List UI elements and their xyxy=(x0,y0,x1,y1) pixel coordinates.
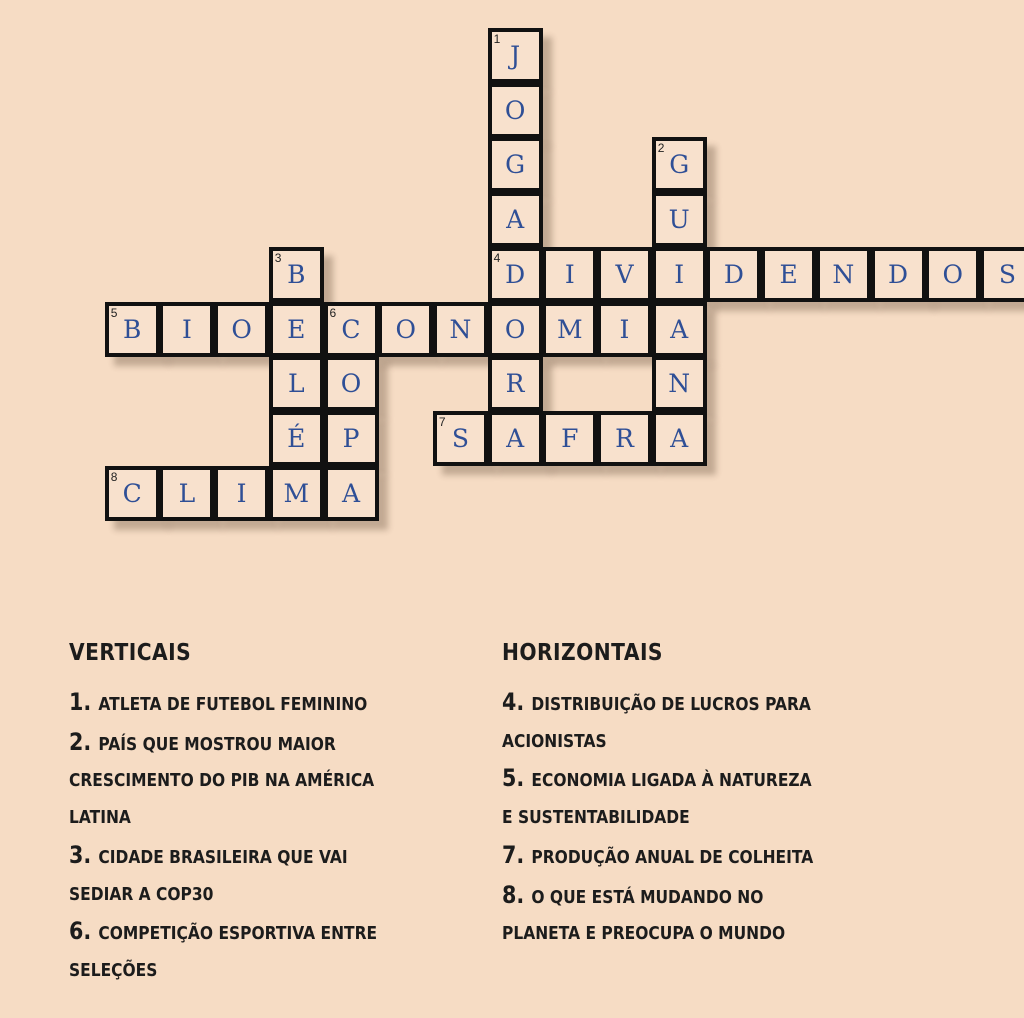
vertical-clue-text: PAÍS QUE MOSTROU MAIOR xyxy=(98,733,336,755)
horizontal-clue-text: DISTRIBUIÇÃO DE LUCROS PARA xyxy=(531,694,811,715)
cell-letter: D xyxy=(723,259,744,289)
cell-letter: B xyxy=(287,259,306,289)
clue-number: 8 xyxy=(110,469,118,484)
grid-cell[interactable] xyxy=(816,247,871,302)
grid-cell[interactable] xyxy=(488,137,543,192)
cell-letter: O xyxy=(395,314,416,344)
cell-letter: G xyxy=(505,150,526,180)
grid-cell[interactable] xyxy=(652,137,707,192)
grid-cell[interactable] xyxy=(159,466,214,521)
horizontal-clue-text: ACIONISTAS xyxy=(502,730,607,752)
grid-cell[interactable] xyxy=(488,247,543,302)
grid-cell[interactable] xyxy=(433,302,488,357)
grid-cell[interactable] xyxy=(324,466,379,521)
grid-cell[interactable] xyxy=(488,83,543,138)
grid-cell[interactable] xyxy=(433,411,488,466)
vertical-clue-line xyxy=(69,953,430,990)
horizontal-clue-line xyxy=(502,760,863,800)
grid-cell[interactable] xyxy=(488,28,543,83)
clues-horizontal xyxy=(502,640,922,953)
horizontal-clue-number: 4. xyxy=(502,688,532,716)
horizontal-clue-text: PLANETA E PREOCUPA O MUNDO xyxy=(502,923,786,945)
grid-cell[interactable] xyxy=(488,411,543,466)
grid-cell[interactable] xyxy=(542,247,597,302)
grid-cell[interactable] xyxy=(159,302,214,357)
vertical-clue-text: COMPETIÇÃO ESPORTIVA ENTRE xyxy=(98,923,378,945)
vertical-clue-number: 6. xyxy=(69,917,99,946)
clues-vertical-list xyxy=(69,684,489,990)
clue-number: 4 xyxy=(493,250,501,265)
cell-letter: I xyxy=(564,259,575,289)
horizontal-clue-line xyxy=(502,837,863,877)
cell-letter: A xyxy=(670,423,689,453)
grid-cell[interactable] xyxy=(488,192,543,247)
vertical-clue-text: ATLETA DE FUTEBOL FEMININO xyxy=(98,694,368,715)
horizontal-clue-number: 8. xyxy=(502,880,532,909)
vertical-clue-text: SEDIAR A COP30 xyxy=(69,883,214,905)
cell-letter: É xyxy=(287,423,306,453)
grid-cell[interactable] xyxy=(269,302,324,357)
grid-cell[interactable] xyxy=(706,247,761,302)
clue-number: 1 xyxy=(493,32,501,46)
cell-letter: L xyxy=(178,478,196,508)
grid-cell[interactable] xyxy=(488,356,543,411)
grid-cell[interactable] xyxy=(378,302,433,357)
grid-cell[interactable] xyxy=(652,411,707,466)
vertical-clue-line xyxy=(69,837,430,877)
grid-cell[interactable] xyxy=(488,302,543,357)
horizontal-clue-line xyxy=(502,684,863,724)
grid-cell[interactable] xyxy=(652,192,707,247)
clues-horizontal-heading: HORIZONTAIS xyxy=(502,640,663,666)
grid-cell[interactable] xyxy=(980,247,1024,302)
horizontal-clue-text: O QUE ESTÁ MUDANDO NO xyxy=(531,886,764,908)
grid-cell[interactable] xyxy=(324,411,379,466)
horizontal-clue-line xyxy=(502,916,863,953)
cell-letter: L xyxy=(287,369,305,399)
vertical-clue-line xyxy=(69,684,430,724)
vertical-clue-line xyxy=(69,763,430,800)
vertical-clue-text: SELEÇÕES xyxy=(69,959,158,981)
clues-vertical xyxy=(69,640,489,990)
clue-number: 6 xyxy=(329,305,337,320)
vertical-clue-line xyxy=(69,913,430,953)
grid-cell[interactable] xyxy=(871,247,926,302)
grid-cell[interactable] xyxy=(269,411,324,466)
cell-letter: M xyxy=(283,478,310,508)
vertical-clue-text: CRESCIMENTO DO PIB NA AMÉRICA xyxy=(69,770,375,792)
grid-cell[interactable] xyxy=(597,411,652,466)
vertical-clue-line xyxy=(69,724,430,764)
horizontal-clue-text: E SUSTENTABILIDADE xyxy=(502,807,690,829)
cell-letter: O xyxy=(504,95,526,125)
cell-letter: I xyxy=(236,478,247,508)
grid-cell[interactable] xyxy=(269,466,324,521)
grid-cell[interactable] xyxy=(269,247,324,302)
cell-letter: S xyxy=(451,423,469,453)
horizontal-clue-text: ECONOMIA LIGADA À NATUREZA xyxy=(531,770,812,792)
cell-letter: F xyxy=(561,423,579,453)
cell-letter: C xyxy=(122,478,142,508)
cell-letter: D xyxy=(505,259,526,289)
vertical-clue-text: LATINA xyxy=(69,807,131,829)
grid-cell[interactable] xyxy=(105,302,160,357)
vertical-clue-line xyxy=(69,800,430,837)
cell-letter: I xyxy=(619,314,630,344)
cell-letter: O xyxy=(504,314,526,344)
cell-letter: I xyxy=(674,259,685,289)
grid-cell[interactable] xyxy=(597,247,652,302)
cell-letter: E xyxy=(287,314,306,344)
cell-letter: O xyxy=(231,314,252,344)
cell-letter: P xyxy=(342,423,360,453)
grid-cell[interactable] xyxy=(652,247,707,302)
cell-letter: A xyxy=(670,314,689,344)
cell-letter: O xyxy=(340,369,362,399)
cell-letter: N xyxy=(832,259,855,289)
cell-letter: A xyxy=(506,423,525,453)
horizontal-clue-line xyxy=(502,800,863,837)
cell-letter: A xyxy=(341,478,361,508)
clue-number: 7 xyxy=(438,414,446,429)
cell-letter: C xyxy=(341,314,361,344)
horizontal-clue-number: 5. xyxy=(502,764,532,793)
cell-letter: A xyxy=(506,205,525,235)
cell-letter: I xyxy=(181,314,192,344)
cell-letter: S xyxy=(998,259,1016,289)
cell-letter: O xyxy=(942,259,963,289)
grid-cell[interactable] xyxy=(324,356,379,411)
grid-cell[interactable] xyxy=(324,302,379,357)
cell-letter: J xyxy=(510,41,521,70)
clues-horizontal-list xyxy=(502,684,922,953)
grid-cell[interactable] xyxy=(652,302,707,357)
grid-cell[interactable] xyxy=(597,302,652,357)
cell-letter: B xyxy=(123,314,142,344)
clue-number: 2 xyxy=(657,141,665,156)
grid-cell[interactable] xyxy=(105,466,160,521)
grid-cell[interactable] xyxy=(761,247,816,302)
grid-cell[interactable] xyxy=(542,302,597,357)
grid-cell[interactable] xyxy=(269,356,324,411)
cell-letter: E xyxy=(779,259,798,289)
clues-vertical-heading: VERTICAIS xyxy=(69,640,192,666)
vertical-clue-number: 2. xyxy=(69,727,99,756)
grid-cell[interactable] xyxy=(214,466,269,521)
grid-cell[interactable] xyxy=(652,356,707,411)
vertical-clue-number: 1. xyxy=(69,688,99,716)
horizontal-clue-line xyxy=(502,877,863,917)
grid-cell[interactable] xyxy=(542,411,597,466)
horizontal-clue-line xyxy=(502,724,863,761)
vertical-clue-line xyxy=(69,877,430,914)
cell-letter: U xyxy=(668,205,690,235)
cell-letter: V xyxy=(615,259,634,289)
clue-number: 3 xyxy=(274,250,282,265)
horizontal-clue-number: 7. xyxy=(502,840,532,869)
grid-cell[interactable] xyxy=(214,302,269,357)
horizontal-clue-text: PRODUÇÃO ANUAL DE COLHEITA xyxy=(531,846,814,868)
cell-letter: N xyxy=(668,369,691,399)
clue-number: 5 xyxy=(110,305,118,320)
grid-cell[interactable] xyxy=(925,247,980,302)
cell-letter: D xyxy=(887,259,909,289)
cell-letter: R xyxy=(615,423,634,453)
cell-letter: G xyxy=(669,150,690,180)
cell-letter: R xyxy=(505,369,525,399)
cell-letter: N xyxy=(449,314,472,344)
cell-letter: M xyxy=(556,314,583,344)
vertical-clue-number: 3. xyxy=(69,840,99,869)
vertical-clue-text: CIDADE BRASILEIRA QUE VAI xyxy=(98,846,348,868)
